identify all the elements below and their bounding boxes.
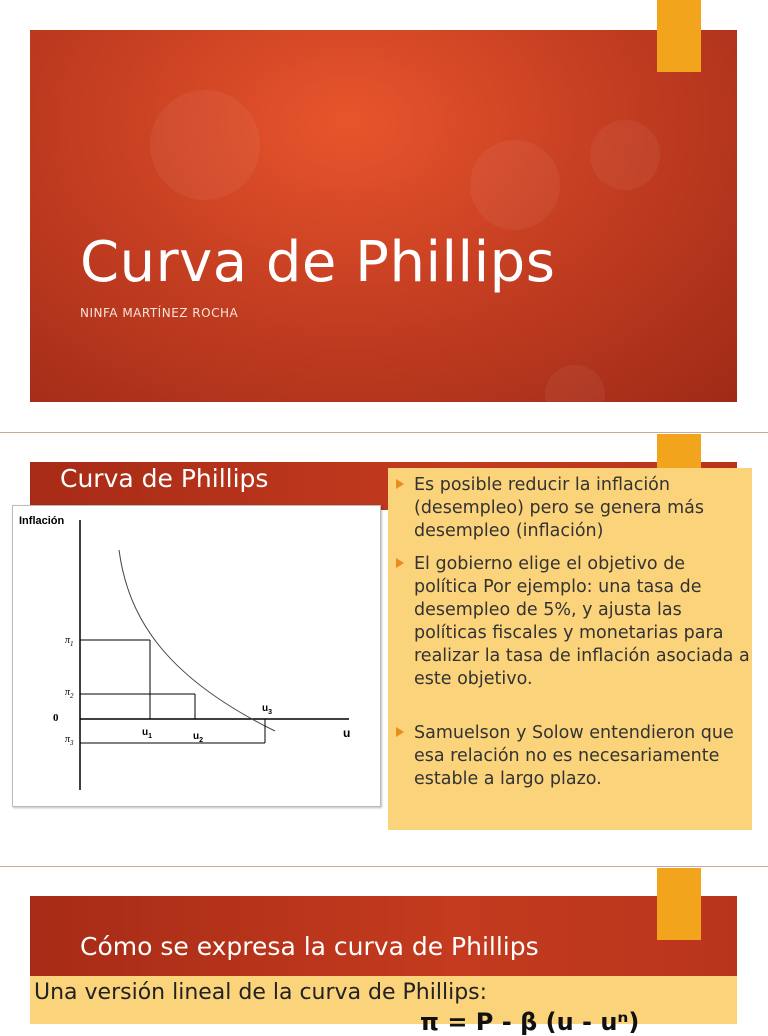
bullet-text: Samuelson y Solow entendieron que esa relación no es necesariamente estable a largo plazo. <box>414 723 734 789</box>
phillips-curve-graph <box>12 505 381 807</box>
pi1-label: $\pi_1$ <box>65 635 74 648</box>
phillips-curve-svg <box>13 506 380 806</box>
pi3-label: $\pi_3$ <box>65 734 74 747</box>
bokeh-circle <box>590 120 660 190</box>
bullet-arrow-icon <box>396 479 404 489</box>
u1-label: $u_1$ <box>142 727 153 740</box>
bokeh-circle <box>470 140 560 230</box>
bullet-item <box>414 474 750 543</box>
bokeh-circle <box>545 365 605 402</box>
bullet-arrow-icon <box>396 558 404 568</box>
slide-divider <box>0 866 768 867</box>
title-slide <box>30 30 737 402</box>
author-name: NINFA MARTÍNEZ ROCHA <box>80 306 239 320</box>
y-axis-label: Inflación <box>19 515 65 527</box>
slide2-title: Curva de Phillips <box>60 464 269 493</box>
bullet-item <box>414 722 750 791</box>
bullet-text: El gobierno elige el objetivo de política Por ejemplo: una tasa de desempleo de 5%, y ajusta las políticas fiscales y monetarias para realizar la tasa de inflación asociada a este objetivo. <box>414 554 750 689</box>
bokeh-circle <box>150 90 260 200</box>
slide-divider <box>0 432 768 433</box>
pi2-label: $\pi_2$ <box>65 687 74 700</box>
slide-title: Curva de Phillips <box>80 230 556 295</box>
slide3-title: Cómo se expresa la curva de Phillips <box>80 932 539 961</box>
u3-label: $u_3$ <box>262 703 273 716</box>
origin-label: 0 <box>53 712 59 724</box>
bullet-item <box>414 553 750 691</box>
bullet-list <box>388 468 752 830</box>
u2-label: $u_2$ <box>193 731 204 744</box>
slide3-text: Una versión lineal de la curva de Phillips: <box>34 980 488 1005</box>
slide1-corner-tab-overlay <box>657 0 701 72</box>
phillips-equation: π = P - β (u - uⁿ) <box>420 1008 640 1036</box>
bullet-text: Es posible reducir la inflación (desempleo) pero se genera más desempleo (inflación) <box>414 475 704 541</box>
slide3-corner-tab <box>657 868 701 940</box>
x-axis-label: u <box>343 726 351 740</box>
bullet-arrow-icon <box>396 727 404 737</box>
